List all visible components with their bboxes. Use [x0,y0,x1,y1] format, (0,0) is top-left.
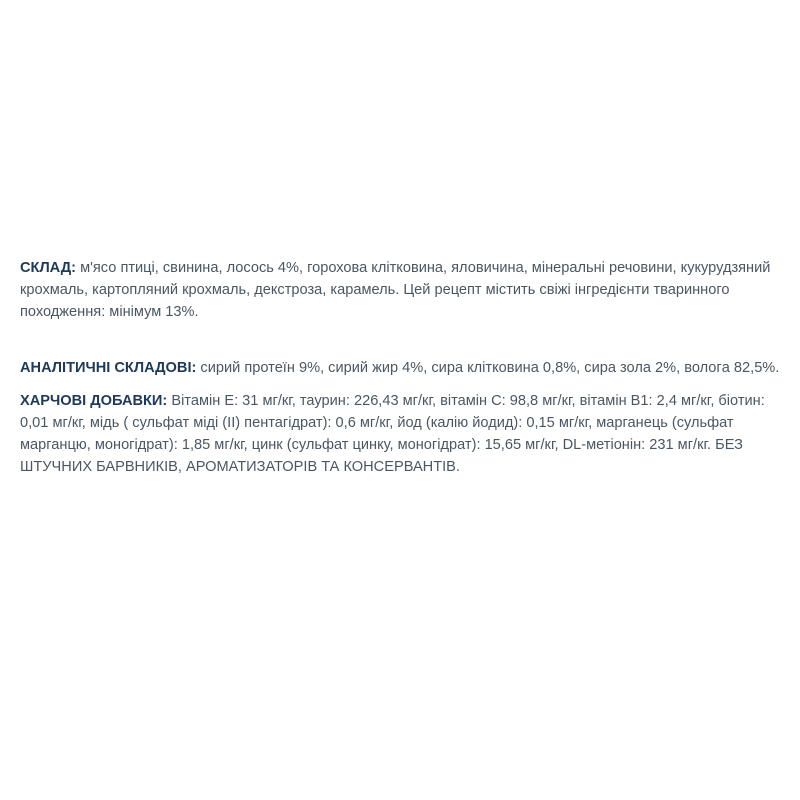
additives-heading: ХАРЧОВІ ДОБАВКИ: [20,393,168,409]
additives-paragraph [20,390,782,478]
composition-heading: СКЛАД: [20,260,77,276]
analytical-paragraph [20,357,782,379]
composition-paragraph [20,257,782,323]
analytical-heading: АНАЛІТИЧНІ СКЛАДОВІ: [20,360,197,376]
ingredients-panel [20,257,782,478]
analytical-text: сирий протеїн 9%, сирий жир 4%, сира клітковина 0,8%, сира зола 2%, вологa 82,5%. [196,360,780,376]
additives-text: Вітамін Е: 31 мг/кг, таурин: 226,43 мг/кг, вітамін С: 98,8 мг/кг, вітамін В1: 2,4 мг/кг, біотин: 0,01 мг/кг, мідь ( сульфат міді (II) пентагідрат): 0,6 мг/кг, йод (калію йодид): 0,15 мг/кг, марганець (сульфат марганцю, моногідрат): 1,85 мг/кг, цинк (сульфат цинку, моногідрат): 15,65 мг/кг, DL-метіонін: 231 мг/кг. БЕЗ ШТУЧНИХ БАРВНИКІВ, АРОМАТИЗАТОРІВ ТА КОНСЕРВАНТІВ. [20,393,765,475]
composition-text: м'ясо птиці, свинина, лосось 4%, горохова клітковина, яловичина, мінеральні речовини, кукурудзяний крохмаль, картопляний крохмаль, декстроза, карамель. Цей рецепт містить свіжі інгредієнти тваринного походження: мінімум 13%. [20,260,771,320]
